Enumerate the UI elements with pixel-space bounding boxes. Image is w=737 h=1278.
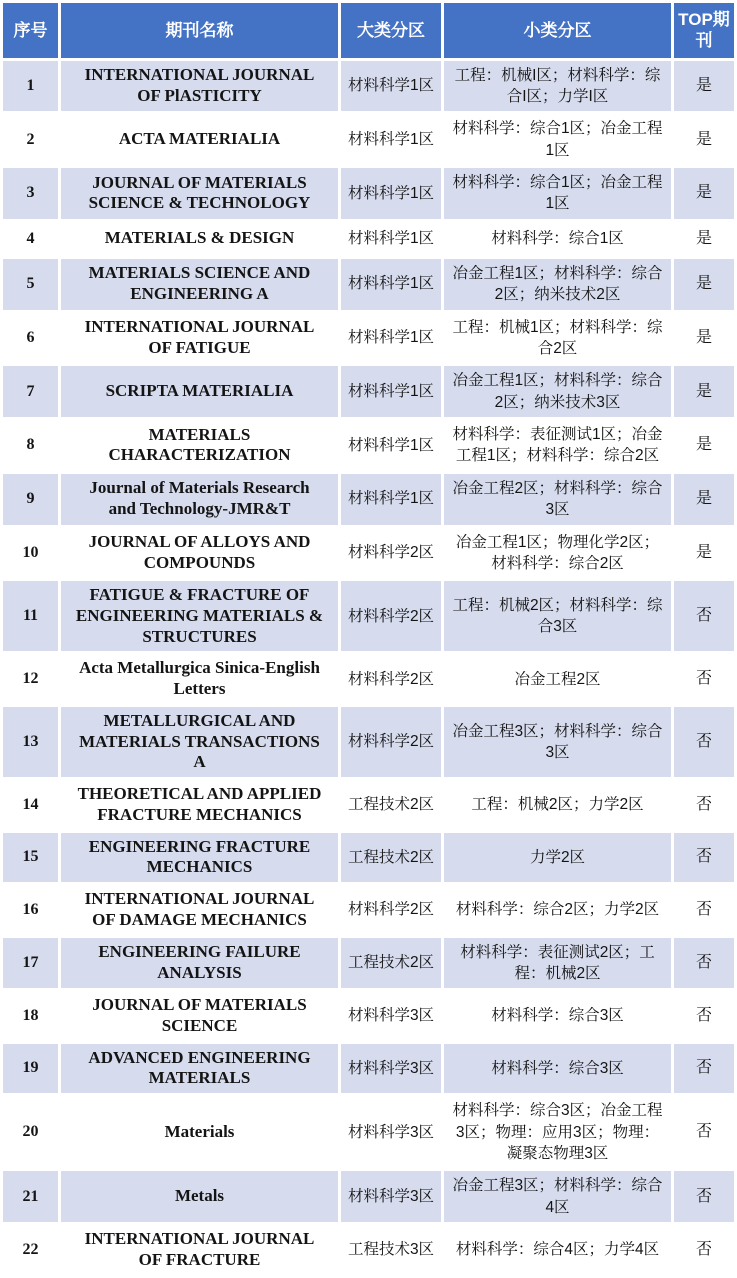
cell-row-number: 5 <box>3 259 58 310</box>
col-header-no: 序号 <box>3 3 58 58</box>
table-row <box>3 366 734 417</box>
cell-major-zone: 工程技术3区 <box>341 1225 441 1274</box>
cell-major-zone: 工程技术2区 <box>341 938 441 989</box>
cell-top-journal: 是 <box>674 222 734 256</box>
cell-top-journal: 否 <box>674 707 734 777</box>
cell-major-zone: 材料科学3区 <box>341 991 441 1040</box>
cell-row-number: 4 <box>3 222 58 256</box>
cell-row-number: 19 <box>3 1044 58 1093</box>
table-row <box>3 528 734 579</box>
cell-row-number: 2 <box>3 114 58 165</box>
table-row <box>3 1225 734 1274</box>
cell-row-number: 14 <box>3 780 58 829</box>
cell-minor-zone: 冶金工程3区；材料科学：综合3区 <box>444 707 671 777</box>
cell-minor-zone: 力学2区 <box>444 833 671 882</box>
cell-minor-zone: 材料科学：综合1区；冶金工程1区 <box>444 114 671 165</box>
cell-major-zone: 材料科学1区 <box>341 114 441 165</box>
cell-minor-zone: 工程：机械I区；材料科学：综合I区；力学I区 <box>444 61 671 112</box>
cell-minor-zone: 冶金工程2区；材料科学：综合3区 <box>444 474 671 525</box>
cell-major-zone: 工程技术2区 <box>341 833 441 882</box>
cell-top-journal: 否 <box>674 654 734 703</box>
table-row <box>3 707 734 777</box>
cell-major-zone: 材料科学1区 <box>341 222 441 256</box>
table-body <box>3 61 734 1275</box>
cell-row-number: 6 <box>3 313 58 364</box>
cell-journal-name: MATERIALS SCIENCE AND ENGINEERING A <box>61 259 338 310</box>
cell-row-number: 9 <box>3 474 58 525</box>
cell-minor-zone: 材料科学：表征测试2区；工程：机械2区 <box>444 938 671 989</box>
cell-major-zone: 材料科学1区 <box>341 61 441 112</box>
cell-journal-name: Materials <box>61 1096 338 1168</box>
cell-top-journal: 否 <box>674 833 734 882</box>
cell-row-number: 8 <box>3 420 58 471</box>
table-row <box>3 833 734 882</box>
cell-top-journal: 是 <box>674 420 734 471</box>
cell-major-zone: 材料科学3区 <box>341 1044 441 1093</box>
cell-journal-name: FATIGUE & FRACTURE OF ENGINEERING MATERIALS & STRUCTURES <box>61 581 338 651</box>
cell-top-journal: 是 <box>674 168 734 219</box>
cell-journal-name: THEORETICAL AND APPLIED FRACTURE MECHANICS <box>61 780 338 829</box>
cell-major-zone: 材料科学2区 <box>341 707 441 777</box>
cell-row-number: 1 <box>3 61 58 112</box>
table-row <box>3 313 734 364</box>
cell-major-zone: 材料科学1区 <box>341 420 441 471</box>
cell-major-zone: 材料科学2区 <box>341 528 441 579</box>
cell-major-zone: 材料科学2区 <box>341 654 441 703</box>
cell-journal-name: MATERIALS & DESIGN <box>61 222 338 256</box>
table-row <box>3 1096 734 1168</box>
cell-minor-zone: 材料科学：综合2区；力学2区 <box>444 885 671 934</box>
cell-journal-name: Metals <box>61 1171 338 1222</box>
cell-minor-zone: 冶金工程2区 <box>444 654 671 703</box>
table-row <box>3 114 734 165</box>
cell-top-journal: 否 <box>674 1044 734 1093</box>
table-row <box>3 474 734 525</box>
col-header-minor-zone: 小类分区 <box>444 3 671 58</box>
cell-row-number: 18 <box>3 991 58 1040</box>
cell-row-number: 3 <box>3 168 58 219</box>
cell-row-number: 22 <box>3 1225 58 1274</box>
cell-journal-name: ADVANCED ENGINEERING MATERIALS <box>61 1044 338 1093</box>
cell-minor-zone: 材料科学：综合1区 <box>444 222 671 256</box>
cell-journal-name: JOURNAL OF ALLOYS AND COMPOUNDS <box>61 528 338 579</box>
cell-minor-zone: 材料科学：综合3区 <box>444 991 671 1040</box>
cell-journal-name: ENGINEERING FRACTURE MECHANICS <box>61 833 338 882</box>
col-header-top: TOP期刊 <box>674 3 734 58</box>
cell-top-journal: 是 <box>674 366 734 417</box>
cell-top-journal: 是 <box>674 114 734 165</box>
table-header <box>3 3 734 58</box>
cell-journal-name: Journal of Materials Research and Technology-JMR&T <box>61 474 338 525</box>
cell-minor-zone: 材料科学：综合4区；力学4区 <box>444 1225 671 1274</box>
cell-row-number: 15 <box>3 833 58 882</box>
cell-minor-zone: 工程：机械2区；力学2区 <box>444 780 671 829</box>
cell-journal-name: INTERNATIONAL JOURNAL OF FRACTURE <box>61 1225 338 1274</box>
cell-minor-zone: 材料科学：表征测试1区；冶金工程1区；材料科学：综合2区 <box>444 420 671 471</box>
cell-major-zone: 材料科学1区 <box>341 313 441 364</box>
cell-minor-zone: 工程：机械2区；材料科学：综合3区 <box>444 581 671 651</box>
cell-row-number: 11 <box>3 581 58 651</box>
cell-row-number: 16 <box>3 885 58 934</box>
cell-minor-zone: 冶金工程1区；物理化学2区；材料科学：综合2区 <box>444 528 671 579</box>
cell-top-journal: 否 <box>674 780 734 829</box>
table-row <box>3 1171 734 1222</box>
cell-row-number: 10 <box>3 528 58 579</box>
cell-top-journal: 否 <box>674 991 734 1040</box>
cell-row-number: 13 <box>3 707 58 777</box>
cell-top-journal: 是 <box>674 61 734 112</box>
cell-minor-zone: 冶金工程1区；材料科学：综合2区；纳米技术2区 <box>444 259 671 310</box>
cell-minor-zone: 工程：机械1区；材料科学：综合2区 <box>444 313 671 364</box>
cell-top-journal: 否 <box>674 938 734 989</box>
cell-journal-name: METALLURGICAL AND MATERIALS TRANSACTIONS A <box>61 707 338 777</box>
cell-journal-name: INTERNATIONAL JOURNAL OF DAMAGE MECHANICS <box>61 885 338 934</box>
cell-minor-zone: 材料科学：综合3区 <box>444 1044 671 1093</box>
table-row <box>3 61 734 112</box>
cell-row-number: 12 <box>3 654 58 703</box>
cell-journal-name: INTERNATIONAL JOURNAL OF PlASTICITY <box>61 61 338 112</box>
cell-row-number: 17 <box>3 938 58 989</box>
table-row <box>3 991 734 1040</box>
cell-major-zone: 材料科学1区 <box>341 168 441 219</box>
table-row <box>3 168 734 219</box>
cell-minor-zone: 材料科学：综合3区；冶金工程3区；物理：应用3区；物理：凝聚态物理3区 <box>444 1096 671 1168</box>
cell-top-journal: 否 <box>674 581 734 651</box>
table-row <box>3 222 734 256</box>
cell-major-zone: 材料科学2区 <box>341 885 441 934</box>
cell-journal-name: MATERIALS CHARACTERIZATION <box>61 420 338 471</box>
cell-journal-name: JOURNAL OF MATERIALS SCIENCE <box>61 991 338 1040</box>
cell-major-zone: 材料科学1区 <box>341 474 441 525</box>
cell-journal-name: JOURNAL OF MATERIALS SCIENCE & TECHNOLOGY <box>61 168 338 219</box>
cell-row-number: 21 <box>3 1171 58 1222</box>
table-row <box>3 1044 734 1093</box>
cell-major-zone: 工程技术2区 <box>341 780 441 829</box>
cell-top-journal: 是 <box>674 259 734 310</box>
cell-top-journal: 否 <box>674 1096 734 1168</box>
table-row <box>3 259 734 310</box>
cell-journal-name: ACTA MATERIALIA <box>61 114 338 165</box>
table-row <box>3 654 734 703</box>
col-header-name: 期刊名称 <box>61 3 338 58</box>
cell-major-zone: 材料科学2区 <box>341 581 441 651</box>
cell-top-journal: 否 <box>674 1171 734 1222</box>
cell-major-zone: 材料科学3区 <box>341 1096 441 1168</box>
cell-journal-name: SCRIPTA MATERIALIA <box>61 366 338 417</box>
table-row <box>3 420 734 471</box>
header-row <box>3 3 734 58</box>
col-header-major-zone: 大类分区 <box>341 3 441 58</box>
cell-minor-zone: 冶金工程1区；材料科学：综合2区；纳米技术3区 <box>444 366 671 417</box>
table-row <box>3 885 734 934</box>
cell-top-journal: 是 <box>674 528 734 579</box>
cell-row-number: 20 <box>3 1096 58 1168</box>
cell-journal-name: ENGINEERING FAILURE ANALYSIS <box>61 938 338 989</box>
cell-major-zone: 材料科学3区 <box>341 1171 441 1222</box>
cell-minor-zone: 材料科学：综合1区；冶金工程1区 <box>444 168 671 219</box>
cell-major-zone: 材料科学1区 <box>341 259 441 310</box>
cell-top-journal: 是 <box>674 474 734 525</box>
cell-top-journal: 否 <box>674 885 734 934</box>
cell-major-zone: 材料科学1区 <box>341 366 441 417</box>
cell-top-journal: 是 <box>674 313 734 364</box>
cell-top-journal: 否 <box>674 1225 734 1274</box>
cell-journal-name: INTERNATIONAL JOURNAL OF FATIGUE <box>61 313 338 364</box>
table-row <box>3 938 734 989</box>
cell-row-number: 7 <box>3 366 58 417</box>
table-row <box>3 581 734 651</box>
table-row <box>3 780 734 829</box>
cell-minor-zone: 冶金工程3区；材料科学：综合4区 <box>444 1171 671 1222</box>
cell-journal-name: Acta Metallurgica Sinica-English Letters <box>61 654 338 703</box>
